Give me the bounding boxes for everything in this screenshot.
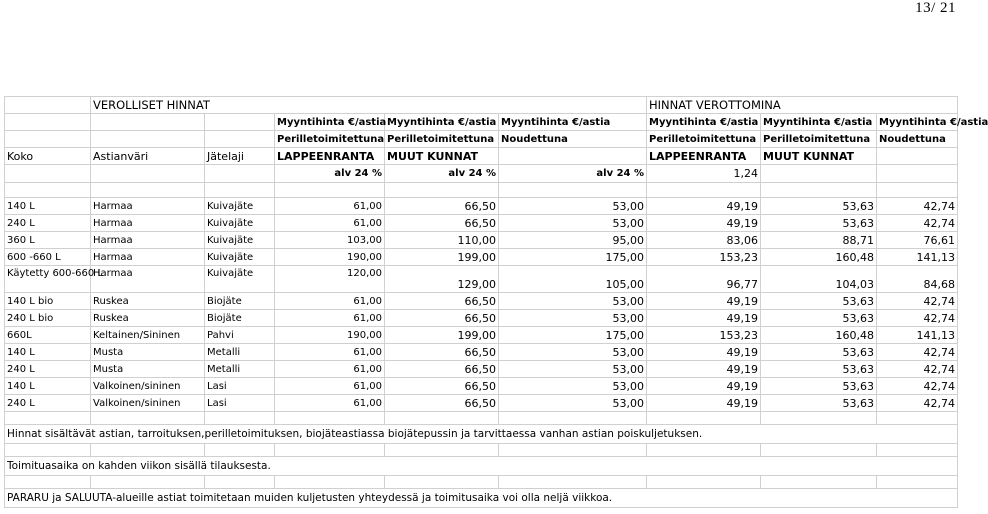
size-cell: 600 -660 L [5,249,91,266]
table-row [5,310,958,327]
price-cell: 61,00 [275,215,385,232]
waste-type-cell: Kuivajäte [205,266,275,293]
price-cell: 110,00 [385,232,499,249]
price-cell: 61,00 [275,293,385,310]
waste-type-cell: Lasi [205,378,275,395]
region-6 [877,148,958,165]
price-cell: 53,00 [499,344,647,361]
color-cell: Ruskea [91,310,205,327]
price-cell: 61,00 [275,395,385,412]
table-row [5,249,958,266]
price-cell: 153,23 [647,327,761,344]
region-4: LAPPEENRANTA [647,148,761,165]
table-row [5,344,958,361]
price-label-2: Myyntihinta €/astia [385,114,499,131]
price-label-5: Myyntihinta €/astia [761,114,877,131]
color-cell: Ruskea [91,293,205,310]
price-cell: 49,19 [647,344,761,361]
table-row [5,215,958,232]
waste-type-cell: Biojäte [205,310,275,327]
alv-3: alv 24 % [499,165,647,183]
color-cell: Valkoinen/sininen [91,378,205,395]
note-text: PARARU ja SALUUTA-alueille astiat toimitetaan muiden kuljetusten yhteydessä ja toimitusaika voi olla neljä viikkoa. [5,489,958,508]
price-cell: 61,00 [275,310,385,327]
astianvari-header: Astianväri [91,148,205,165]
price-cell: 53,63 [761,344,877,361]
price-cell: 88,71 [761,232,877,249]
col-type-1: Perilletoimitettuna [275,131,385,148]
jatelaji-header: Jätelaji [205,148,275,165]
price-cell: 42,74 [877,344,958,361]
price-cell: 66,50 [385,395,499,412]
price-cell: 105,00 [499,266,647,293]
color-cell: Musta [91,344,205,361]
price-cell: 129,00 [385,266,499,293]
price-cell: 49,19 [647,215,761,232]
size-cell: 240 L bio [5,310,91,327]
vat-factor: 1,24 [647,165,761,183]
price-cell: 84,68 [877,266,958,293]
price-cell: 175,00 [499,249,647,266]
price-cell: 53,63 [761,395,877,412]
col-type-6: Noudettuna [877,131,958,148]
color-cell: Valkoinen/sininen [91,395,205,412]
table-row [5,395,958,412]
price-cell: 104,03 [761,266,877,293]
empty-cell [5,97,91,114]
table-row [5,266,958,293]
region-1: LAPPEENRANTA [275,148,385,165]
price-cell: 83,06 [647,232,761,249]
price-cell: 141,13 [877,249,958,266]
alv-2: alv 24 % [385,165,499,183]
price-cell: 53,00 [499,395,647,412]
table-row [5,327,958,344]
color-cell: Harmaa [91,198,205,215]
price-cell: 49,19 [647,198,761,215]
note-text: Toimituasaika on kahden viikon sisällä tilauksesta. [5,457,958,476]
price-label-3: Myyntihinta €/astia [499,114,647,131]
koko-header: Koko [5,148,91,165]
size-cell: 140 L [5,378,91,395]
price-cell: 66,50 [385,378,499,395]
price-cell: 61,00 [275,361,385,378]
price-label-6: Myyntihinta €/astia [877,114,958,131]
price-cell: 61,00 [275,198,385,215]
col-type-2: Perilletoimitettuna [385,131,499,148]
price-cell: 66,50 [385,198,499,215]
price-cell: 66,50 [385,344,499,361]
page-number: 13/ 21 [915,0,956,16]
price-cell: 61,00 [275,378,385,395]
price-cell: 53,63 [761,215,877,232]
price-cell: 53,00 [499,361,647,378]
color-cell: Keltainen/Sininen [91,327,205,344]
price-cell: 199,00 [385,249,499,266]
waste-type-cell: Metalli [205,344,275,361]
price-cell: 53,00 [499,310,647,327]
price-cell: 175,00 [499,327,647,344]
price-cell: 66,50 [385,293,499,310]
alv-1: alv 24 % [275,165,385,183]
price-cell: 42,74 [877,198,958,215]
price-cell: 66,50 [385,310,499,327]
waste-type-cell: Kuivajäte [205,198,275,215]
col-type-4: Perilletoimitettuna [647,131,761,148]
price-cell: 42,74 [877,293,958,310]
price-cell: 66,50 [385,361,499,378]
waste-type-cell: Metalli [205,361,275,378]
price-cell: 103,00 [275,232,385,249]
size-cell: Käytetty 600-660 L [5,266,91,293]
price-cell: 153,23 [647,249,761,266]
color-cell: Harmaa [91,232,205,249]
header-left-title: VEROLLISET HINNAT [91,97,647,114]
price-cell: 42,74 [877,310,958,327]
size-cell: 140 L bio [5,293,91,310]
color-cell: Harmaa [91,266,205,293]
price-cell: 53,63 [761,378,877,395]
price-cell: 42,74 [877,215,958,232]
waste-type-cell: Kuivajäte [205,215,275,232]
price-cell: 61,00 [275,344,385,361]
price-cell: 190,00 [275,327,385,344]
price-cell: 53,63 [761,198,877,215]
price-cell: 53,00 [499,293,647,310]
size-cell: 240 L [5,395,91,412]
price-cell: 141,13 [877,327,958,344]
price-label-1: Myyntihinta €/astia [275,114,385,131]
price-cell: 190,00 [275,249,385,266]
table-row [5,361,958,378]
price-cell: 66,50 [385,215,499,232]
price-cell: 53,63 [761,310,877,327]
price-cell: 42,74 [877,378,958,395]
price-cell: 53,00 [499,198,647,215]
table-row [5,378,958,395]
region-3 [499,148,647,165]
table-row [5,232,958,249]
color-cell: Harmaa [91,215,205,232]
size-cell: 240 L [5,361,91,378]
price-cell: 199,00 [385,327,499,344]
price-cell: 49,19 [647,361,761,378]
waste-type-cell: Pahvi [205,327,275,344]
size-cell: 360 L [5,232,91,249]
col-type-3: Noudettuna [499,131,647,148]
color-cell: Musta [91,361,205,378]
price-cell: 160,48 [761,249,877,266]
price-table [4,96,988,508]
price-cell: 120,00 [275,266,385,293]
col-type-5: Perilletoimitettuna [761,131,877,148]
price-cell: 53,00 [499,378,647,395]
waste-type-cell: Biojäte [205,293,275,310]
header-right-title: HINNAT VEROTTOMINA [647,97,958,114]
region-2: MUUT KUNNAT [385,148,499,165]
waste-type-cell: Kuivajäte [205,232,275,249]
waste-type-cell: Lasi [205,395,275,412]
waste-type-cell: Kuivajäte [205,249,275,266]
price-cell: 53,00 [499,215,647,232]
table-row [5,198,958,215]
region-5: MUUT KUNNAT [761,148,877,165]
size-cell: 240 L [5,215,91,232]
size-cell: 140 L [5,198,91,215]
price-cell: 76,61 [877,232,958,249]
color-cell: Harmaa [91,249,205,266]
price-cell: 49,19 [647,395,761,412]
price-cell: 53,63 [761,293,877,310]
price-cell: 42,74 [877,395,958,412]
table-row [5,293,958,310]
price-cell: 53,63 [761,361,877,378]
price-cell: 49,19 [647,293,761,310]
price-cell: 95,00 [499,232,647,249]
note-text: Hinnat sisältävät astian, tarroituksen,perilletoimituksen, biojäteastiassa biojätepussin ja tarvittaessa vanhan astian poiskuljetuksen. [5,425,958,444]
price-cell: 42,74 [877,361,958,378]
price-cell: 96,77 [647,266,761,293]
price-cell: 49,19 [647,378,761,395]
price-cell: 160,48 [761,327,877,344]
price-label-4: Myyntihinta €/astia [647,114,761,131]
size-cell: 140 L [5,344,91,361]
size-cell: 660L [5,327,91,344]
price-cell: 49,19 [647,310,761,327]
